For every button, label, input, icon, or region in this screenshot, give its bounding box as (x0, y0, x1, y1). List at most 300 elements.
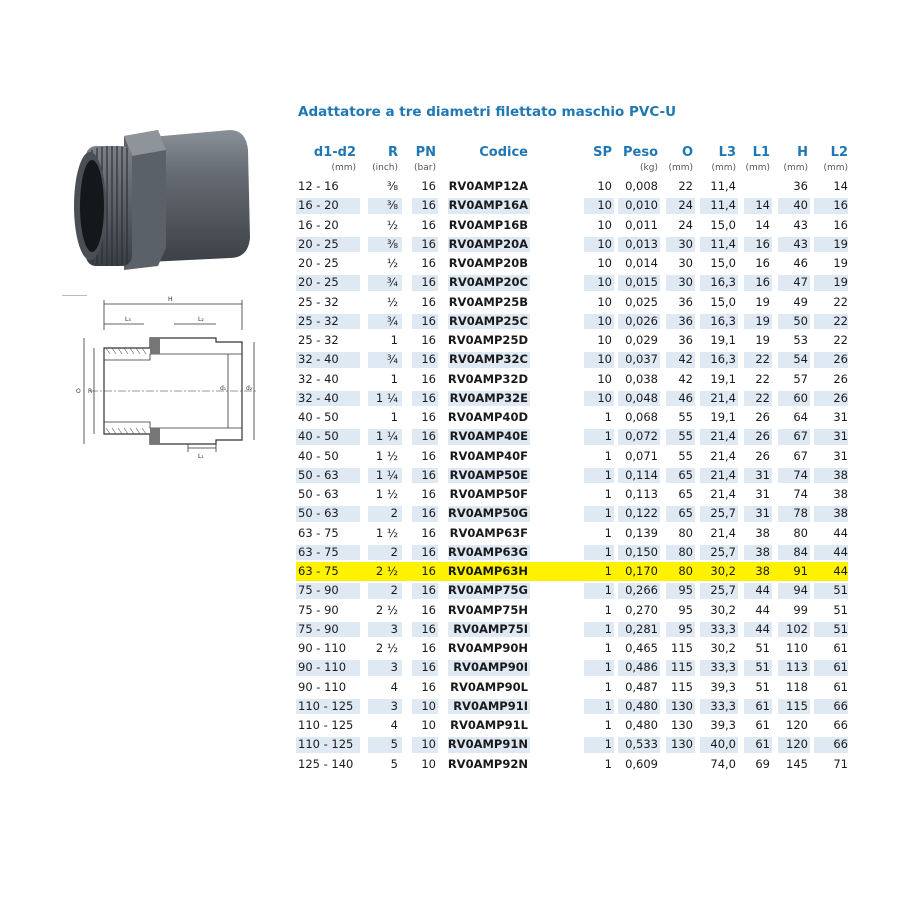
cell-peso: 0,013 (625, 236, 658, 251)
cell-l2: 61 (833, 641, 848, 655)
col-unit-r: (inch) (372, 163, 398, 173)
cell-l2: 26 (833, 352, 848, 367)
cell-code: RV0AMP20A (448, 236, 528, 251)
cell-pn: 16 (421, 256, 436, 270)
cell-code: RV0AMP90L (450, 679, 528, 694)
cell-l1: 51 (755, 641, 770, 655)
cell-pn: 16 (421, 660, 436, 675)
cell-sp: 1 (604, 621, 612, 636)
cell-o: 115 (671, 641, 693, 655)
table-row (296, 427, 848, 446)
cell-d: 40 - 50 (298, 429, 339, 444)
cell-h: 36 (793, 179, 808, 193)
table-header (296, 145, 848, 177)
cell-r: 1 ½ (375, 525, 398, 540)
cell-d: 110 - 125 (298, 698, 354, 713)
cell-o: 46 (678, 390, 693, 405)
cell-r: ¾ (386, 352, 398, 367)
cell-l3: 39,3 (710, 718, 736, 732)
table-row (296, 273, 848, 292)
cell-l3: 15,0 (710, 294, 736, 309)
cell-h: 47 (793, 275, 808, 290)
cell-h: 118 (786, 679, 808, 694)
cell-pn: 16 (421, 544, 436, 559)
cell-r: 3 (390, 660, 398, 675)
cell-d: 20 - 25 (298, 256, 339, 270)
col-header-l1: L1 (752, 145, 770, 160)
cell-l3: 16,3 (710, 275, 736, 290)
cell-peso: 0,465 (625, 641, 658, 655)
cell-d: 32 - 40 (298, 371, 339, 386)
cell-d: 75 - 90 (298, 621, 339, 636)
cell-code: RV0AMP90I (453, 660, 528, 675)
cell-sp: 1 (604, 718, 612, 732)
cell-l1: 22 (755, 352, 770, 367)
col-header-l3: L3 (718, 145, 736, 160)
cell-peso: 0,266 (625, 583, 658, 598)
cell-d: 25 - 32 (298, 294, 339, 309)
cell-h: 50 (793, 313, 808, 328)
cell-l3: 19,1 (710, 371, 736, 386)
cell-l3: 33,3 (710, 660, 736, 675)
cell-sp: 1 (604, 410, 612, 424)
col-header-o: O (681, 145, 693, 160)
cell-o: 95 (678, 602, 693, 617)
cell-r: 1 (390, 410, 398, 424)
table-row (296, 447, 848, 466)
cell-d: 90 - 110 (298, 641, 347, 655)
cell-l1: 44 (755, 602, 770, 617)
cell-l3: 25,7 (710, 544, 736, 559)
cell-h: 64 (793, 410, 808, 424)
cell-h: 80 (793, 525, 808, 540)
cell-pn: 16 (421, 564, 436, 578)
cell-sp: 1 (604, 487, 612, 501)
cell-pn: 10 (421, 737, 436, 752)
cell-pn: 16 (421, 198, 436, 213)
cell-l2: 26 (833, 371, 848, 386)
product-table (296, 145, 848, 774)
cell-sp: 1 (604, 679, 612, 694)
cell-l1: 38 (755, 544, 770, 559)
table-row (296, 485, 848, 504)
cell-d: 75 - 90 (298, 583, 339, 598)
cell-sp: 1 (604, 660, 612, 675)
cell-r: 1 ¼ (375, 390, 398, 405)
col-header-h: H (797, 145, 808, 160)
cell-l1: 22 (755, 390, 770, 405)
cell-peso: 0,068 (625, 410, 658, 424)
table-row (296, 389, 848, 408)
cell-sp: 1 (604, 467, 612, 482)
cell-code: RV0AMP16A (448, 198, 528, 213)
cell-peso: 0,122 (625, 506, 658, 521)
col-header-pn: PN (415, 145, 436, 160)
cell-l3: 25,7 (710, 506, 736, 521)
cell-l3: 11,4 (710, 236, 736, 251)
cell-l2: 19 (833, 236, 848, 251)
cell-o: 115 (671, 660, 693, 675)
cell-pn: 16 (421, 371, 436, 386)
cell-l3: 30,2 (710, 641, 736, 655)
dim-d2: d₂ (246, 385, 253, 392)
dim-l3: L₃ (125, 316, 131, 323)
cell-l2: 16 (833, 217, 848, 232)
cell-r: 1 ½ (375, 487, 398, 501)
cell-l3: 33,3 (710, 698, 736, 713)
cell-r: 4 (390, 718, 398, 732)
cell-pn: 16 (421, 525, 436, 540)
cell-d: 75 - 90 (298, 602, 339, 617)
cell-pn: 10 (421, 756, 436, 771)
cell-peso: 0,025 (625, 294, 658, 309)
cell-pn: 16 (421, 448, 436, 463)
cell-l3: 30,2 (710, 602, 736, 617)
cell-peso: 0,609 (625, 756, 658, 771)
cell-h: 54 (793, 352, 808, 367)
table-row (296, 408, 848, 427)
product-photo (62, 120, 272, 290)
cell-l1: 44 (755, 583, 770, 598)
col-header-code: Codice (479, 145, 528, 160)
table-row (296, 216, 848, 235)
col-unit-peso: (kg) (640, 163, 658, 173)
cell-sp: 1 (604, 756, 612, 771)
dim-d1: d₁ (220, 385, 227, 392)
cell-pn: 16 (421, 506, 436, 521)
table-row-highlighted (296, 562, 848, 581)
cell-h: 43 (793, 236, 808, 251)
cell-sp: 1 (604, 544, 612, 559)
table-row (296, 581, 848, 600)
cell-l3: 11,4 (710, 198, 736, 213)
col-unit-pn: (bar) (414, 163, 436, 173)
cell-o: 80 (678, 564, 693, 578)
cell-l2: 31 (833, 448, 848, 463)
cell-peso: 0,072 (625, 429, 658, 444)
cell-code: RV0AMP92N (447, 756, 528, 771)
cell-pn: 16 (421, 236, 436, 251)
cell-sp: 1 (604, 583, 612, 598)
cell-sp: 10 (597, 179, 612, 193)
cell-o: 130 (671, 718, 693, 732)
cell-h: 113 (786, 660, 808, 675)
cell-h: 120 (786, 718, 808, 732)
cell-h: 67 (793, 429, 808, 444)
cell-code: RV0AMP91N (447, 737, 528, 752)
cell-pn: 16 (421, 217, 436, 232)
cell-pn: 16 (421, 487, 436, 501)
cell-l1: 26 (755, 429, 770, 444)
cell-h: 145 (786, 756, 808, 771)
cell-o: 65 (678, 506, 693, 521)
cell-r: 5 (390, 737, 398, 752)
cell-l3: 25,7 (710, 583, 736, 598)
cell-l1: 38 (755, 525, 770, 540)
cell-l3: 33,3 (710, 621, 736, 636)
table-row (296, 504, 848, 523)
cell-h: 115 (786, 698, 808, 713)
cell-l2: 31 (833, 429, 848, 444)
cell-peso: 0,037 (625, 352, 658, 367)
cell-d: 40 - 50 (298, 448, 339, 463)
cell-code: RV0AMP25C (449, 313, 528, 328)
cell-sp: 10 (597, 390, 612, 405)
cell-peso: 0,015 (625, 275, 658, 290)
cell-h: 78 (793, 506, 808, 521)
cell-sp: 10 (597, 333, 612, 347)
cell-sp: 10 (597, 275, 612, 290)
cell-l3: 15,0 (710, 256, 736, 270)
cell-pn: 16 (421, 313, 436, 328)
table-row (296, 370, 848, 389)
cell-d: 20 - 25 (298, 236, 339, 251)
cell-o: 24 (678, 198, 693, 213)
cell-o: 30 (678, 256, 693, 270)
cell-sp: 10 (597, 352, 612, 367)
cell-l2: 51 (833, 583, 848, 598)
table-row (296, 543, 848, 562)
table-row (296, 735, 848, 754)
cell-l2: 71 (833, 756, 848, 771)
cell-r: ⅜ (386, 198, 398, 213)
cell-l3: 30,2 (710, 564, 736, 578)
cell-l1: 14 (755, 198, 770, 213)
cell-r: 2 ½ (375, 602, 398, 617)
cell-code: RV0AMP91L (450, 718, 528, 732)
cell-code: RV0AMP25B (448, 294, 528, 309)
cell-r: 1 (390, 333, 398, 347)
cell-l2: 38 (833, 506, 848, 521)
cell-d: 50 - 63 (298, 467, 339, 482)
cell-peso: 0,486 (625, 660, 658, 675)
cell-d: 63 - 75 (298, 544, 339, 559)
cell-peso: 0,480 (625, 698, 658, 713)
cell-l2: 66 (833, 737, 848, 752)
cell-h: 60 (793, 390, 808, 405)
table-row (296, 639, 848, 658)
cell-code: RV0AMP20B (448, 256, 528, 270)
cell-h: 67 (793, 448, 808, 463)
cell-d: 20 - 25 (298, 275, 339, 290)
cell-l3: 19,1 (710, 410, 736, 424)
cell-peso: 0,014 (625, 256, 658, 270)
cell-l2: 61 (833, 679, 848, 694)
cell-code: RV0AMP40D (447, 410, 528, 424)
cell-peso: 0,114 (625, 467, 658, 482)
cell-peso: 0,011 (625, 217, 658, 232)
cell-sp: 1 (604, 429, 612, 444)
cell-r: 2 ½ (375, 641, 398, 655)
cell-pn: 16 (421, 333, 436, 347)
cell-l2: 51 (833, 602, 848, 617)
cell-o: 65 (678, 487, 693, 501)
cell-r: 3 (390, 621, 398, 636)
cell-l1: 26 (755, 410, 770, 424)
cell-sp: 10 (597, 371, 612, 386)
cell-l2: 19 (833, 256, 848, 270)
cell-peso: 0,533 (625, 737, 658, 752)
table-row (296, 601, 848, 620)
cell-o: 55 (678, 448, 693, 463)
cell-r: ½ (386, 256, 398, 270)
cell-h: 91 (793, 564, 808, 578)
table-row (296, 293, 848, 312)
cell-h: 84 (793, 544, 808, 559)
cell-r: ½ (386, 217, 398, 232)
cell-sp: 1 (604, 448, 612, 463)
cell-code: RV0AMP25D (447, 333, 528, 347)
cell-l1: 51 (755, 679, 770, 694)
cell-peso: 0,008 (625, 179, 658, 193)
cell-code: RV0AMP32D (447, 371, 528, 386)
cell-peso: 0,139 (625, 525, 658, 540)
cell-d: 32 - 40 (298, 390, 339, 405)
cell-l1: 51 (755, 660, 770, 675)
cell-h: 49 (793, 294, 808, 309)
cell-sp: 1 (604, 602, 612, 617)
table-row (296, 466, 848, 485)
col-unit-l1: (mm) (745, 163, 770, 173)
table-row (296, 177, 848, 196)
cell-l3: 16,3 (710, 352, 736, 367)
cell-l1: 31 (755, 506, 770, 521)
cell-sp: 10 (597, 294, 612, 309)
cell-pn: 16 (421, 679, 436, 694)
cell-l1: 16 (755, 256, 770, 270)
cell-code: RV0AMP32E (449, 390, 528, 405)
cell-pn: 16 (421, 410, 436, 424)
cell-l1: 19 (755, 294, 770, 309)
table-row (296, 312, 848, 331)
table-row (296, 697, 848, 716)
cell-peso: 0,026 (625, 313, 658, 328)
product-title: Adattatore a tre diametri filettato maschio PVC-U (298, 104, 677, 120)
cell-l3: 19,1 (710, 333, 736, 347)
cell-code: RV0AMP16B (448, 217, 528, 232)
table-row (296, 196, 848, 215)
table-row (296, 658, 848, 677)
technical-drawing (70, 290, 280, 465)
table-row (296, 350, 848, 369)
cell-o: 55 (678, 429, 693, 444)
cell-l1: 31 (755, 467, 770, 482)
cell-o: 80 (678, 544, 693, 559)
col-unit-l2: (mm) (823, 163, 848, 173)
cell-l2: 66 (833, 718, 848, 732)
cell-code: RV0AMP91I (453, 698, 528, 713)
cell-sp: 1 (604, 641, 612, 655)
cell-peso: 0,270 (625, 602, 658, 617)
cell-l2: 14 (833, 179, 848, 193)
cell-l1: 31 (755, 487, 770, 501)
cell-sp: 1 (604, 698, 612, 713)
col-unit-d: (mm) (331, 163, 356, 173)
cell-d: 12 - 16 (298, 179, 339, 193)
cell-sp: 10 (597, 313, 612, 328)
cell-l2: 26 (833, 390, 848, 405)
cell-l3: 39,3 (710, 679, 736, 694)
cell-pn: 10 (421, 698, 436, 713)
cell-code: RV0AMP90H (447, 641, 528, 655)
cell-l1: 69 (755, 756, 770, 771)
cell-code: RV0AMP75I (453, 621, 528, 636)
cell-l2: 61 (833, 660, 848, 675)
cell-l3: 21,4 (710, 429, 736, 444)
cell-code: RV0AMP50E (449, 467, 528, 482)
cell-r: ⅜ (386, 236, 398, 251)
cell-pn: 10 (421, 718, 436, 732)
cell-h: 53 (793, 333, 808, 347)
cell-d: 32 - 40 (298, 352, 339, 367)
cell-l1: 14 (755, 217, 770, 232)
cell-o: 80 (678, 525, 693, 540)
cell-o: 42 (678, 371, 693, 386)
cell-d: 125 - 140 (298, 756, 354, 771)
cell-r: 5 (390, 756, 398, 771)
cell-l1: 19 (755, 313, 770, 328)
cell-l2: 44 (833, 525, 848, 540)
col-header-sp: SP (593, 145, 612, 160)
cell-r: 1 ¼ (375, 429, 398, 444)
cell-l3: 40,0 (710, 737, 736, 752)
cell-sp: 10 (597, 256, 612, 270)
cell-d: 110 - 125 (298, 718, 354, 732)
cell-o: 65 (678, 467, 693, 482)
cell-sp: 1 (604, 737, 612, 752)
cell-pn: 16 (421, 583, 436, 598)
cell-r: 1 (390, 371, 398, 386)
cell-h: 94 (793, 583, 808, 598)
cell-l2: 38 (833, 487, 848, 501)
cell-o: 95 (678, 621, 693, 636)
cell-peso: 0,487 (625, 679, 658, 694)
cell-l2: 38 (833, 467, 848, 482)
cell-pn: 16 (421, 429, 436, 444)
cell-o: 55 (678, 410, 693, 424)
cell-code: RV0AMP50G (448, 506, 528, 521)
cell-l3: 21,4 (710, 448, 736, 463)
cell-d: 90 - 110 (298, 679, 347, 694)
cell-d: 63 - 75 (298, 564, 339, 578)
cell-peso: 0,038 (625, 371, 658, 386)
cell-r: ⅜ (386, 179, 398, 193)
cell-l1: 61 (755, 737, 770, 752)
cell-l3: 11,4 (710, 179, 736, 193)
cell-l3: 15,0 (710, 217, 736, 232)
cell-o: 22 (678, 179, 693, 193)
col-header-peso: Peso (622, 145, 658, 160)
cell-l1: 61 (755, 718, 770, 732)
cell-peso: 0,113 (625, 487, 658, 501)
cell-r: 2 (390, 544, 398, 559)
col-unit-l3: (mm) (711, 163, 736, 173)
cell-r: 1 ¼ (375, 467, 398, 482)
cell-code: RV0AMP20C (449, 275, 528, 290)
cell-l2: 22 (833, 333, 848, 347)
cell-r: ¾ (386, 313, 398, 328)
cell-h: 120 (786, 737, 808, 752)
cell-d: 110 - 125 (298, 737, 354, 752)
dim-o: O (76, 388, 81, 395)
col-header-d: d1-d2 (313, 145, 356, 160)
cell-r: 2 (390, 583, 398, 598)
cell-r: 4 (390, 679, 398, 694)
cell-r: 3 (390, 698, 398, 713)
cell-l3: 74,0 (710, 756, 736, 771)
cell-h: 43 (793, 217, 808, 232)
cell-l3: 21,4 (710, 487, 736, 501)
